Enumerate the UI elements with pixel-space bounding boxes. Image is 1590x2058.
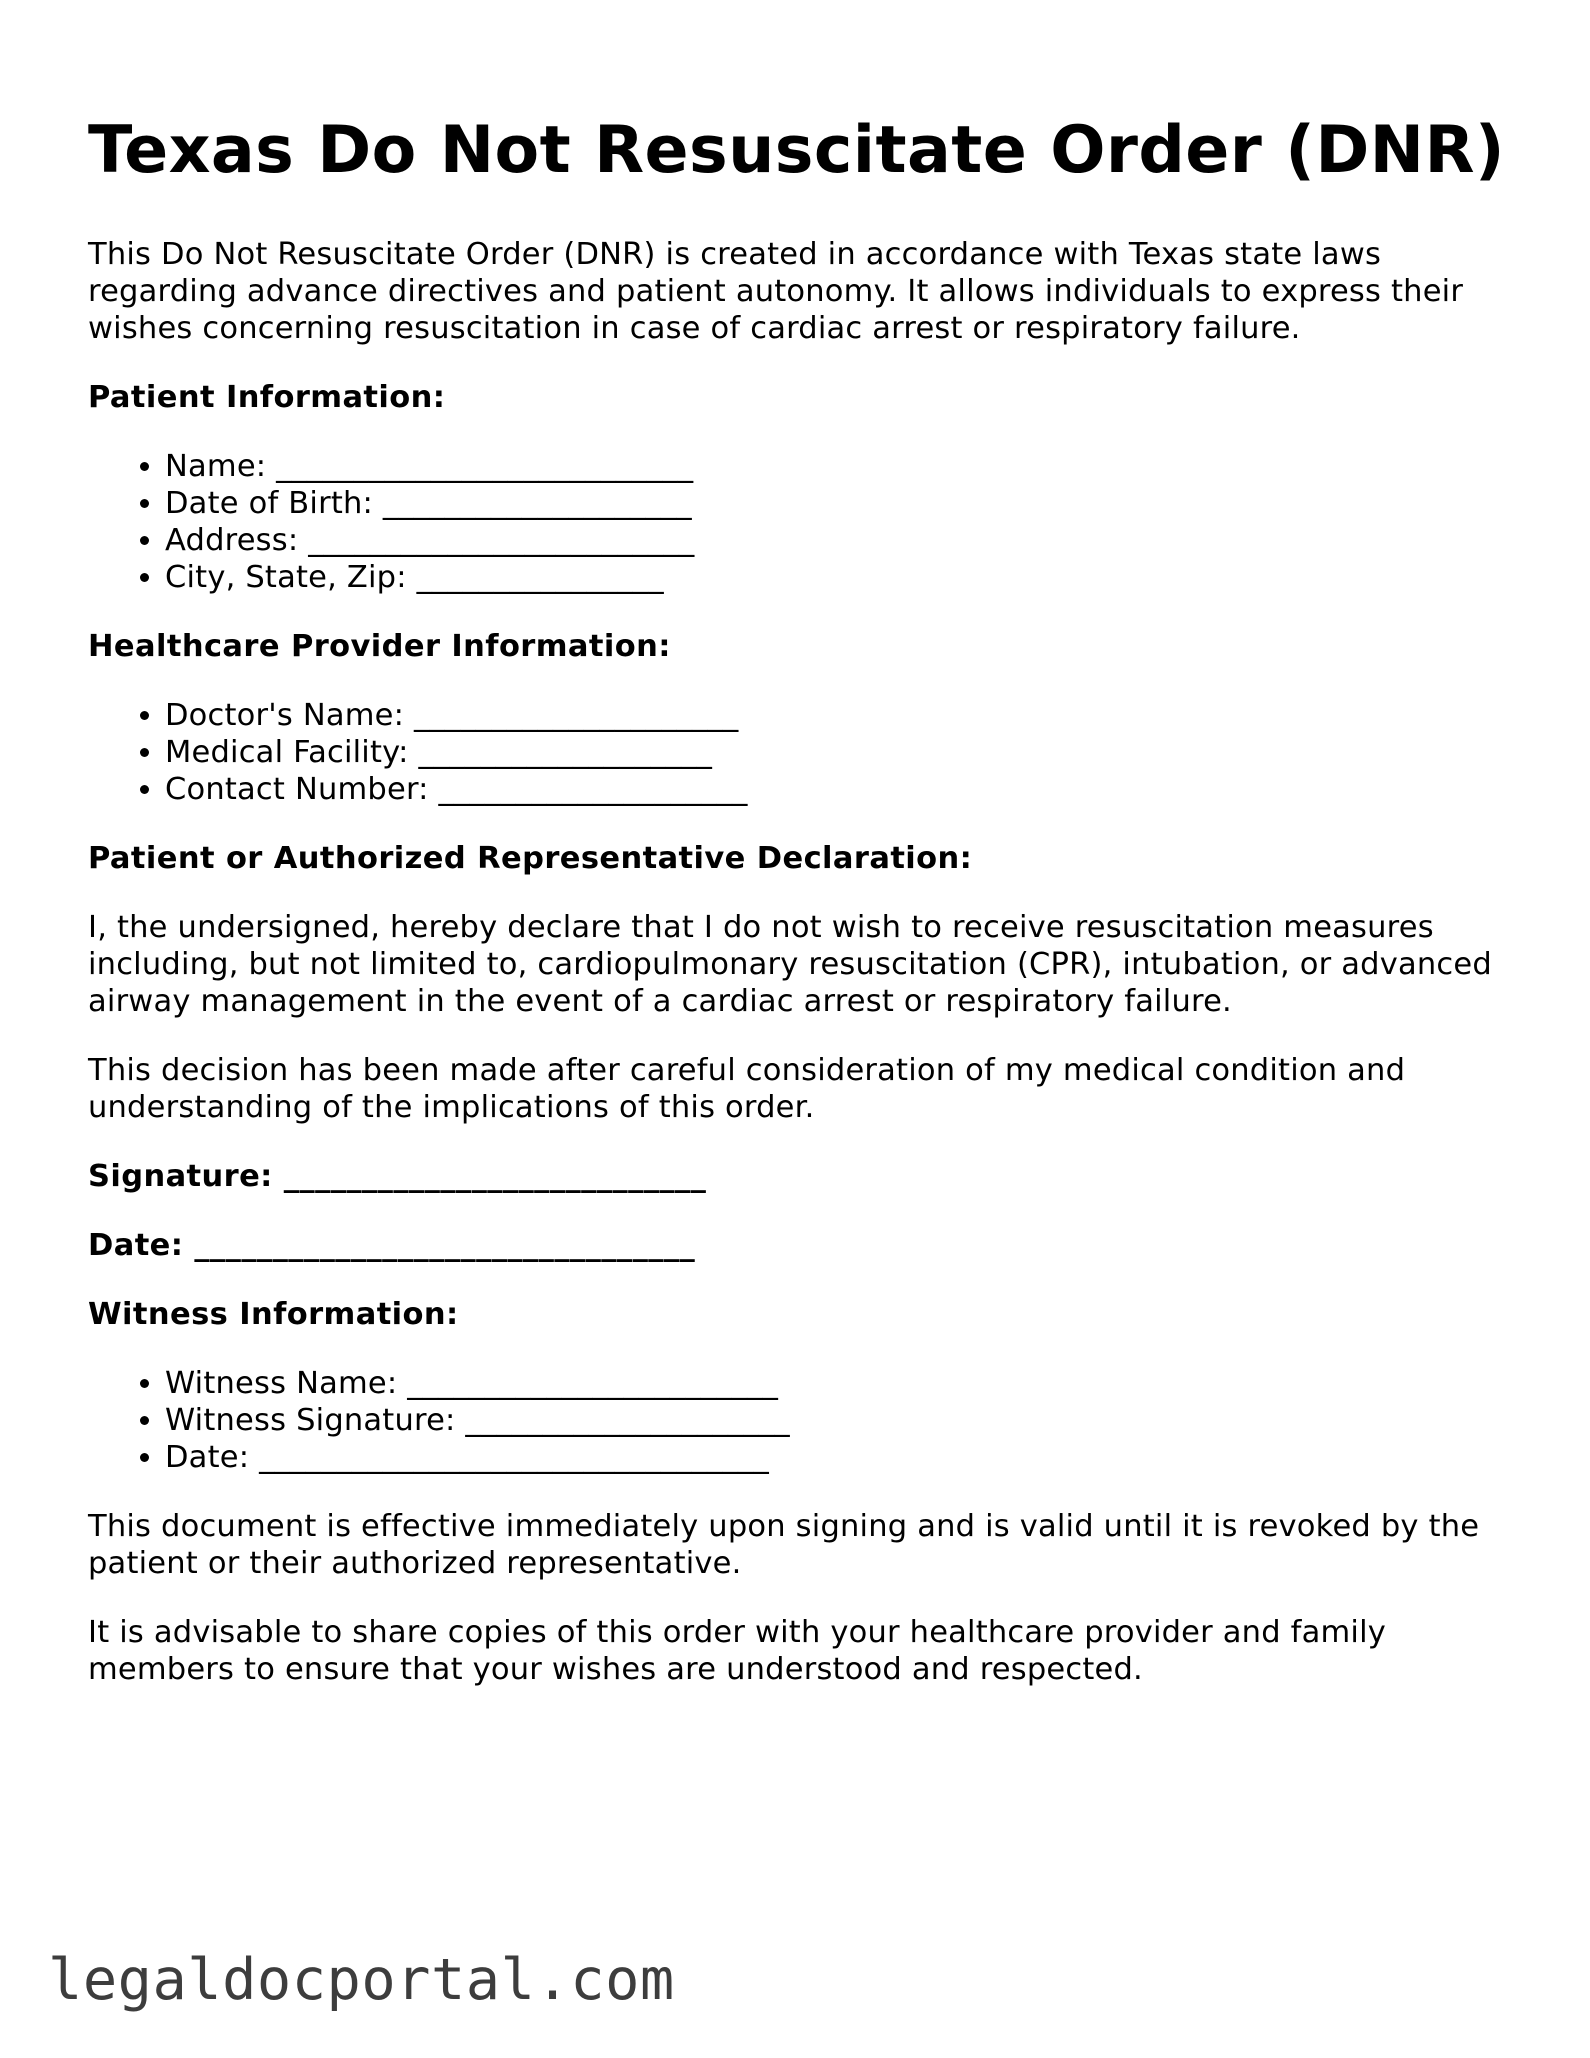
document-title: Texas Do Not Resuscitate Order (DNR) (88, 113, 1506, 188)
declaration-heading: Patient or Authorized Representative Declaration: (88, 841, 973, 876)
intro-paragraph: This Do Not Resuscitate Order (DNR) is created in accordance with Texas state laws regarding advance directives and patient autonomy. It allows individuals to express their wishes concerning resuscitation in case of cardiac arrest or respiratory failure. (88, 237, 1464, 346)
contact-number-field: • Contact Number: ____________________ (165, 771, 1508, 808)
provider-information-list (88, 697, 1508, 808)
site-watermark: legaldocportal.com (48, 1947, 675, 2013)
decision-paragraph: This decision has been made after careful consideration of my medical condition and understanding of the implications of this order. (88, 1053, 1406, 1125)
date-line: Date: ________________________________ (88, 1228, 696, 1263)
patient-information-heading: Patient Information: (88, 380, 446, 415)
witness-information-list (88, 1365, 1508, 1476)
effective-paragraph: This document is effective immediately upon signing and is valid until it is revoked by the patient or their authorized representative. (88, 1509, 1480, 1581)
patient-address-field: • Address: _________________________ (165, 522, 1508, 559)
medical-facility-field: • Medical Facility: ___________________ (165, 734, 1508, 771)
advisory-paragraph: It is advisable to share copies of this order with your healthcare provider and family members to ensure that your wishes are understood and respected. (88, 1615, 1386, 1687)
witness-name-field: • Witness Name: ________________________ (165, 1365, 1508, 1402)
patient-information-list (88, 448, 1508, 596)
witness-information-heading: Witness Information: (88, 1297, 459, 1332)
document-page (88, 110, 1508, 1720)
doctor-name-field: • Doctor's Name: _____________________ (165, 697, 1508, 734)
witness-signature-field: • Witness Signature: _____________________ (165, 1402, 1508, 1439)
declaration-paragraph: I, the undersigned, hereby declare that I do not wish to receive resuscitation measures including, but not limited to, cardiopulmonary resuscitation (CPR), intubation, or advanced airway management in the event of a cardiac arrest or respiratory failure. (88, 910, 1492, 1019)
witness-date-field: • Date: _________________________________ (165, 1439, 1508, 1476)
patient-name-field: • Name: ___________________________ (165, 448, 1508, 485)
provider-information-heading: Healthcare Provider Information: (88, 629, 671, 664)
patient-city-state-zip-field: • City, State, Zip: ________________ (165, 559, 1508, 596)
signature-line: Signature: ___________________________ (88, 1159, 707, 1194)
patient-dob-field: • Date of Birth: ____________________ (165, 485, 1508, 522)
